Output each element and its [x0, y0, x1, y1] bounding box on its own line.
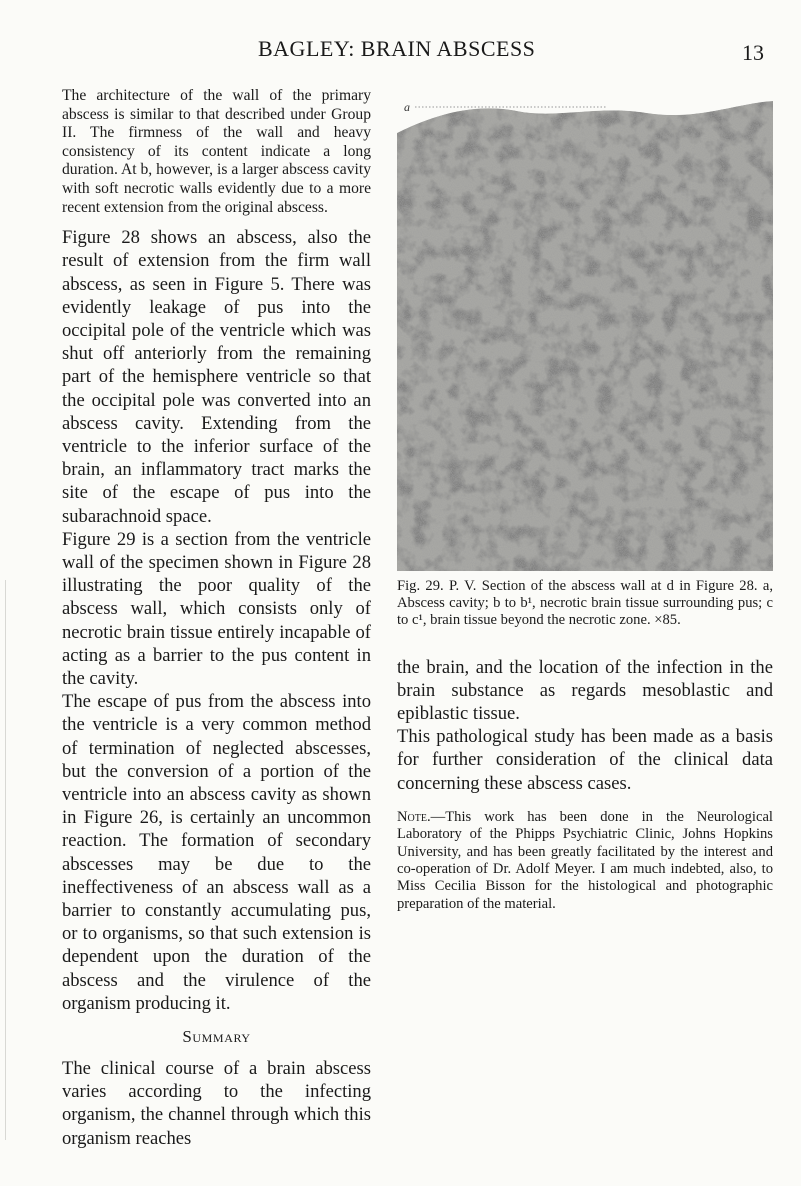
- micrograph-figure: [397, 93, 773, 571]
- paragraph-brain-location: the brain, and the location of the infection in the brain substance as regards mesoblastic and epiblastic tissue.: [397, 656, 773, 725]
- summary-heading: Summary: [182, 1027, 251, 1047]
- figure-caption: [397, 578, 773, 630]
- note-label: Note.: [397, 808, 431, 825]
- left-column: [62, 87, 371, 1150]
- page-header: [0, 36, 801, 66]
- paragraph-summary: The clinical course of a brain abscess varies according to the infecting organism, the channel through which this organism reaches: [62, 1058, 371, 1149]
- note-text: —This work has been done in the Neurological Laboratory of the Phipps Psychiatric Clinic, Johns Hopkins University, and has been greatly facilitated by the interest and co-operation of Dr. Adolf Meyer. I am much indebted, also, to Miss Cecilia Bisson for the histological and photographic preparation of the material.: [397, 808, 773, 912]
- right-column: [397, 93, 773, 913]
- acknowledgement-note: [397, 809, 773, 913]
- paragraph-figure-29: Figure 29 is a section from the ventricle wall of the specimen shown in Figure 28 illustrating the poor quality of the abscess wall, which consists only of necrotic brain tissue entirely incapable of acting as a barrier to the pus content in the cavity.: [62, 528, 371, 690]
- figure-label-a: a: [404, 100, 410, 114]
- caption-line-2: a, Abscess cavity; b to b¹, necrotic brain tissue surrounding pus; c to c¹, brain tissue beyond the necrotic zone. ×85.: [397, 578, 773, 629]
- paragraph-escape-of-pus: The escape of pus from the abscess into the ventricle is a very common method of termination of neglected abscesses, but the conversion of a portion of the ventricle into an abscess cavity as shown in Figure 26, is certainly an uncommon reaction. The formation of secondary abscesses may be due to the ineffectiveness of an abscess wall as a barrier to constantly accumulating pus, or to organisms, so that such extension is dependent upon the duration of the abscess and the virulence of the organism producing it.: [62, 691, 371, 1014]
- paragraph-architecture: The architecture of the wall of the primary abscess is similar to that described under Group II. The firmness of the wall and heavy consistency of its content indicate a long duration. At b, however, is a larger abscess cavity with soft necrotic walls evidently due to a more recent extension from the original abscess.: [62, 87, 371, 216]
- micrograph-image: [397, 93, 773, 571]
- paragraph-pathological-study: This pathological study has been made as a basis for further consideration of the clinical data concerning these abscess cases.: [397, 726, 773, 794]
- page-edge-line: [5, 580, 6, 1140]
- running-head: BAGLEY: BRAIN ABSCESS: [258, 36, 536, 61]
- caption-line-1: Fig. 29. P. V. Section of the abscess wall at d in Figure 28.: [397, 578, 758, 594]
- page-number: 13: [742, 40, 764, 65]
- paragraph-figure-28: Figure 28 shows an abscess, also the result of extension from the firm wall abscess, as seen in Figure 5. There was evidently leakage of pus into the occipital pole of the ventricle which was shut off anteriorly from the remaining part of the hemisphere ventricle so that the occipital pole was converted into an abscess cavity. Extending from the ventricle to the inferior surface of the brain, an inflammatory tract marks the site of the escape of pus into the subarachnoid space.: [62, 227, 371, 527]
